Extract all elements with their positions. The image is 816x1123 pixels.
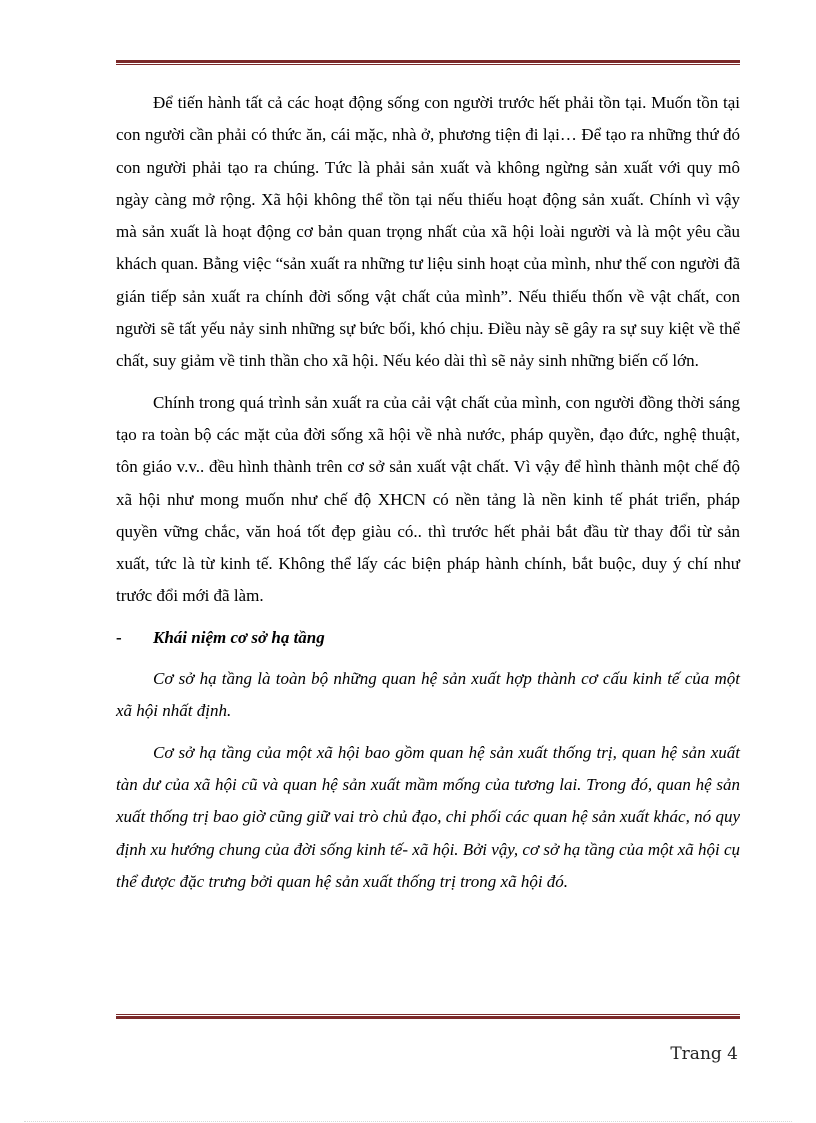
footer-rule (116, 1014, 740, 1019)
structure-paragraph: Cơ sở hạ tầng của một xã hội bao gồm quan hệ sản xuất thống trị, quan hệ sản xuất tàn dư của xã hội cũ và quan hệ sản xuất mầm mống của tương lai. Trong đó, quan hệ sản xuất thống trị bao giờ cũng giữ vai trò chủ đạo, chi phối các quan hệ sản xuất khác, nó quy định xu hướng chung của đời sống kinh tế- xã hội. Bởi vậy, cơ sở hạ tầng của một xã hội cụ thể được đặc trưng bởi quan hệ sản xuất thống trị trong xã hội đó. (116, 742, 740, 891)
body-paragraph-2: Chính trong quá trình sản xuất ra của cải vật chất của mình, con người đồng thời sáng tạo ra toàn bộ các mặt của đời sống xã hội về nhà nước, pháp quyền, đạo đức, nghệ thuật, tôn giáo v.v.. đều hình thành trên cơ sở sản xuất vật chất. Vì vậy để hình thành một chế độ xã hội như mong muốn như chế độ XHCN có nền tảng là nền kinh tế phát triển, pháp quyền vững chắc, văn hoá tốt đẹp giàu có.. thì trước hết phải bắt đầu từ thay đổi từ sản xuất, tức là từ kinh tế. Không thể lấy các biện pháp hành chính, bắt buộc, duy ý chí như trước đổi mới đã làm. (116, 392, 740, 606)
header-rule-thick (116, 60, 740, 63)
section-heading (116, 622, 740, 654)
page-edge-divider (24, 1121, 792, 1122)
page-number: Trang 4 (670, 1044, 738, 1064)
page-body (116, 87, 740, 907)
footer-rule-thick (116, 1016, 740, 1019)
heading-text: Khái niệm cơ sở hạ tầng (153, 627, 325, 647)
heading-bullet: - (116, 627, 122, 647)
definition-paragraph: Cơ sở hạ tầng là toàn bộ những quan hệ sản xuất hợp thành cơ cấu kinh tế của một xã hội nhất định. (116, 669, 740, 721)
header-rule (116, 60, 740, 65)
header-rule-thin (116, 64, 740, 65)
footer-rule-thin (116, 1014, 740, 1015)
body-paragraph-1: Để tiến hành tất cả các hoạt động sống con người trước hết phải tồn tại. Muốn tồn tại con người cần phải có thức ăn, cái mặc, nhà ở, phương tiện đi lại… Để tạo ra những thứ đó con người phải tạo ra chúng. Tức là phải sản xuất và không ngừng sản xuất với quy mô ngày càng mở rộng. Xã hội không thể tồn tại nếu thiếu hoạt động sản xuất. Chính vì vậy mà sản xuất là hoạt động cơ bản quan trọng nhất của xã hội loài người và là một yêu cầu khách quan. Bằng việc “sản xuất ra những tư liệu sinh hoạt của mình, như thế con người đã gián tiếp sản xuất ra chính đời sống vật chất của mình”. Nếu thiếu thốn về vật chất, con người sẽ tất yếu nảy sinh những sự bức bối, khó chịu. Điều này sẽ gây ra sự suy kiệt về thể chất, suy giảm về tinh thần cho xã hội. Nếu kéo dài thì sẽ nảy sinh những biến cố lớn. (116, 93, 740, 371)
